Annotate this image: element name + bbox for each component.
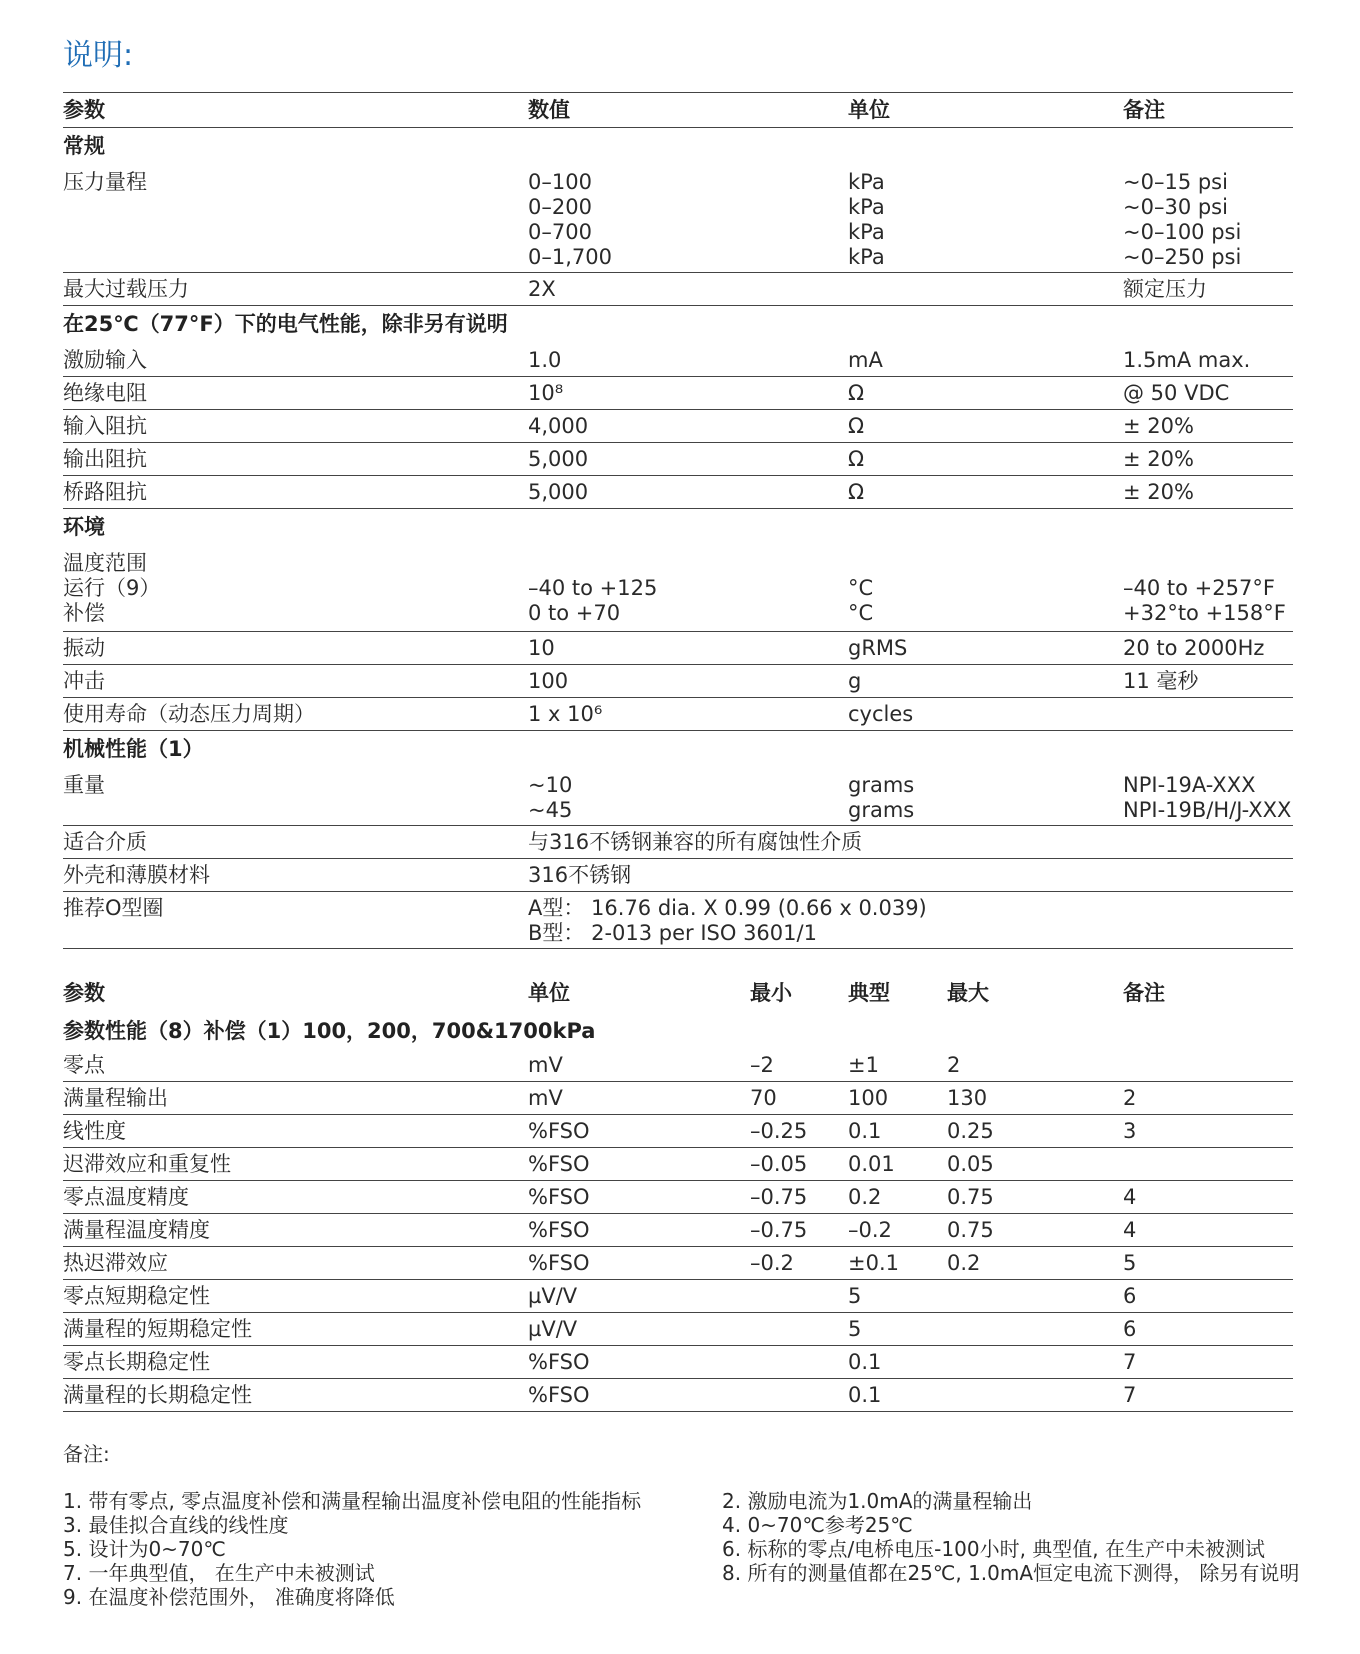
cell-d6: 6 (1123, 1284, 1137, 1308)
table-row (63, 1214, 1293, 1247)
table-row (63, 632, 1293, 665)
section-row (63, 1011, 1293, 1049)
cell-d4: 0.1 (848, 1350, 882, 1374)
cell-d6: 2 (1123, 1086, 1137, 1110)
note-item: 3. 最佳拟合直线的线性度 (63, 1513, 289, 1537)
header-cell: 单位 (848, 98, 890, 122)
cell-c4: 额定压力 (1123, 277, 1207, 301)
table-row (63, 1148, 1293, 1181)
cell-c2 (528, 170, 612, 270)
cell-c1: 迟滞效应和重复性 (63, 1152, 231, 1176)
table-row (63, 1346, 1293, 1379)
cell-c2 (528, 551, 657, 626)
performance-table (63, 975, 1293, 1412)
cell-line: 0–200 (528, 195, 592, 219)
cell-c1: 环境 (63, 515, 105, 539)
cell-d4: ±0.1 (848, 1251, 899, 1275)
cell-line: ~0–30 psi (1123, 195, 1228, 219)
cell-c1: 外壳和薄膜材料 (63, 863, 210, 887)
cell-d4: 5 (848, 1284, 862, 1308)
table-row (63, 476, 1293, 509)
table-row (63, 1049, 1293, 1082)
table-row (63, 1280, 1293, 1313)
cell-c1: 输入阻抗 (63, 414, 147, 438)
cell-d6: 4 (1123, 1185, 1137, 1209)
cell-line: –40 to +125 (528, 576, 658, 600)
cell-d5: 0.25 (947, 1119, 994, 1143)
cell-c3: g (848, 669, 862, 693)
table-row (63, 1115, 1293, 1148)
cell-c4 (1123, 551, 1286, 626)
section-row (63, 306, 1293, 344)
cell-d4: ±1 (848, 1053, 879, 1077)
note-item: 1. 带有零点, 零点温度补偿和满量程输出温度补偿电阻的性能指标 (63, 1489, 642, 1513)
cell-d4: 0.01 (848, 1152, 895, 1176)
cell-line: 0–1,700 (528, 245, 612, 269)
cell-c1: 适合介质 (63, 830, 147, 854)
cell-c2: 与316不锈钢兼容的所有腐蚀性介质 (528, 830, 863, 854)
cell-c1: 零点长期稳定性 (63, 1350, 210, 1374)
table-row (63, 344, 1293, 377)
table-row (63, 377, 1293, 410)
cell-d3: –0.05 (750, 1152, 808, 1176)
cell-line: 补偿 (63, 601, 105, 625)
page-title: 说明: (63, 38, 134, 73)
cell-line: 0–100 (528, 170, 592, 194)
cell-c4: ± 20% (1123, 414, 1194, 438)
cell-line: ~10 (528, 773, 573, 797)
cell-c1: 输出阻抗 (63, 447, 147, 471)
cell-c3: Ω (848, 381, 865, 405)
cell-d5: 0.75 (947, 1185, 994, 1209)
table-row (63, 1181, 1293, 1214)
cell-c1: 机械性能（1） (63, 737, 204, 761)
cell-line: B型： 2-013 per ISO 3601/1 (528, 921, 817, 945)
cell-line: 0 to +70 (528, 601, 621, 625)
cell-line: kPa (848, 245, 885, 269)
cell-line: grams (848, 773, 915, 797)
cell-c1: 振动 (63, 636, 105, 660)
cell-c4: @ 50 VDC (1123, 381, 1230, 405)
table-row (63, 826, 1293, 859)
cell-d2: %FSO (528, 1383, 590, 1407)
note-item: 8. 所有的测量值都在25℃, 1.0mA恒定电流下测得， 除另有说明 (722, 1561, 1300, 1585)
cell-c4 (1123, 170, 1241, 270)
cell-d4: 0.1 (848, 1383, 882, 1407)
cell-d2: %FSO (528, 1350, 590, 1374)
header-cell: 单位 (528, 981, 570, 1005)
cell-d4: 5 (848, 1317, 862, 1341)
section-title: 参数性能（8）补偿（1）100，200，700&1700kPa (63, 1019, 596, 1043)
cell-c2: 10 (528, 636, 555, 660)
cell-line: NPI-19B/H/J-XXX (1123, 798, 1292, 822)
cell-c1: 满量程的长期稳定性 (63, 1383, 252, 1407)
cell-c1: 激励输入 (63, 348, 147, 372)
cell-c1: 满量程输出 (63, 1086, 168, 1110)
cell-line: °C (848, 601, 874, 625)
cell-d3: –0.25 (750, 1119, 808, 1143)
cell-d5: 0.75 (947, 1218, 994, 1242)
cell-d3: –0.75 (750, 1185, 808, 1209)
table-row (63, 1379, 1293, 1412)
cell-c1: 桥路阻抗 (63, 480, 147, 504)
cell-d6: 4 (1123, 1218, 1137, 1242)
note-item: 2. 激励电流为1.0mA的满量程输出 (722, 1489, 1033, 1513)
cell-c3: Ω (848, 447, 865, 471)
cell-d5: 130 (947, 1086, 988, 1110)
cell-line: 0–700 (528, 220, 592, 244)
cell-d2: µV/V (528, 1284, 578, 1308)
cell-c2: 10⁸ (528, 381, 564, 405)
table-row (63, 698, 1293, 731)
cell-c1: 满量程的短期稳定性 (63, 1317, 252, 1341)
cell-line: ~0–250 psi (1123, 245, 1242, 269)
cell-c3 (848, 551, 873, 626)
cell-c1 (63, 551, 160, 626)
cell-line: kPa (848, 220, 885, 244)
cell-c2: 100 (528, 669, 569, 693)
cell-line: NPI-19A-XXX (1123, 773, 1256, 797)
section-row (63, 128, 1293, 166)
cell-d5: 0.05 (947, 1152, 994, 1176)
table-row (63, 166, 1293, 273)
cell-c2: 5,000 (528, 447, 589, 471)
cell-c2: 4,000 (528, 414, 589, 438)
cell-line (528, 551, 657, 576)
cell-d3: 70 (750, 1086, 777, 1110)
table-header-row (63, 93, 1293, 128)
cell-d5: 2 (947, 1053, 961, 1077)
section-row (63, 731, 1293, 769)
cell-c1: 零点温度精度 (63, 1185, 189, 1209)
cell-line: 温度范围 (63, 551, 147, 575)
cell-d6: 7 (1123, 1383, 1137, 1407)
table-row (63, 410, 1293, 443)
cell-d3: –0.75 (750, 1218, 808, 1242)
cell-d2: %FSO (528, 1218, 590, 1242)
cell-d4: 0.1 (848, 1119, 882, 1143)
table-row (63, 1313, 1293, 1346)
cell-c2 (528, 773, 572, 823)
cell-d6: 3 (1123, 1119, 1137, 1143)
cell-line: ~45 (528, 798, 573, 822)
cell-line: °C (848, 576, 874, 600)
cell-line: +32°to +158°F (1123, 601, 1286, 625)
header-cell: 参数 (63, 981, 105, 1005)
cell-c4: ± 20% (1123, 480, 1194, 504)
cell-c2 (528, 896, 927, 946)
cell-c4: 20 to 2000Hz (1123, 636, 1265, 660)
cell-line: kPa (848, 170, 885, 194)
table-row (63, 1247, 1293, 1280)
cell-c2: 2X (528, 277, 556, 301)
table-row (63, 859, 1293, 892)
cell-c4: 1.5mA max. (1123, 348, 1251, 372)
cell-c3: gRMS (848, 636, 908, 660)
cell-c1: 满量程温度精度 (63, 1218, 210, 1242)
cell-c1: 在25℃（77°F）下的电气性能，除非另有说明 (63, 312, 508, 336)
header-cell: 备注 (1123, 981, 1165, 1005)
section-row (63, 509, 1293, 547)
cell-c1: 重量 (63, 773, 105, 797)
cell-d4: 100 (848, 1086, 889, 1110)
cell-line: ~0–100 psi (1123, 220, 1242, 244)
header-cell: 典型 (848, 981, 890, 1005)
cell-d6: 6 (1123, 1317, 1137, 1341)
cell-d4: –0.2 (848, 1218, 892, 1242)
cell-d6: 7 (1123, 1350, 1137, 1374)
cell-d2: %FSO (528, 1119, 590, 1143)
header-cell: 参数 (63, 98, 105, 122)
table-row (63, 547, 1293, 632)
spec-table (63, 93, 1293, 949)
cell-c1: 零点短期稳定性 (63, 1284, 210, 1308)
table2-header-row (63, 975, 1293, 1011)
cell-d3: –2 (750, 1053, 774, 1077)
cell-d6: 5 (1123, 1251, 1137, 1275)
table-row (63, 892, 1293, 949)
cell-c1: 线性度 (63, 1119, 126, 1143)
note-item: 5. 设计为0~70℃ (63, 1537, 226, 1561)
cell-c1: 压力量程 (63, 170, 147, 194)
cell-c3 (848, 773, 914, 823)
cell-c4 (1123, 773, 1291, 823)
cell-c2: 5,000 (528, 480, 589, 504)
cell-c2: 1 x 10⁶ (528, 702, 603, 726)
table-row (63, 273, 1293, 306)
table-row (63, 443, 1293, 476)
header-cell: 数值 (528, 98, 570, 122)
cell-c3: cycles (848, 702, 914, 726)
cell-c1: 冲击 (63, 669, 105, 693)
notes-title: 备注: (63, 1442, 110, 1466)
cell-c1: 热迟滞效应 (63, 1251, 168, 1275)
cell-c3: Ω (848, 414, 865, 438)
cell-d2: %FSO (528, 1185, 590, 1209)
cell-d4: 0.2 (848, 1185, 882, 1209)
cell-c1: 推荐O型圈 (63, 896, 164, 920)
cell-line: A型： 16.76 dia. X 0.99 (0.66 x 0.039) (528, 896, 927, 920)
note-item: 7. 一年典型值， 在生产中未被测试 (63, 1561, 375, 1585)
cell-line (1123, 551, 1286, 576)
table-row (63, 665, 1293, 698)
note-item: 9. 在温度补偿范围外， 准确度将降低 (63, 1585, 395, 1609)
cell-c3: mA (848, 348, 883, 372)
cell-c3: Ω (848, 480, 865, 504)
cell-c2: 316不锈钢 (528, 863, 632, 887)
cell-c1: 绝缘电阻 (63, 381, 147, 405)
note-item: 4. 0~70℃参考25℃ (722, 1513, 913, 1537)
cell-c1: 最大过载压力 (63, 277, 189, 301)
table-row (63, 769, 1293, 826)
cell-line: 运行（9） (63, 576, 161, 600)
cell-d2: %FSO (528, 1251, 590, 1275)
cell-c4: ± 20% (1123, 447, 1194, 471)
cell-c3 (848, 170, 885, 270)
cell-d5: 0.2 (947, 1251, 981, 1275)
cell-c2: 1.0 (528, 348, 562, 372)
cell-c1: 使用寿命（动态压力周期） (63, 702, 315, 726)
cell-c4: 11 毫秒 (1123, 669, 1199, 693)
cell-d2: mV (528, 1053, 563, 1077)
cell-line: kPa (848, 195, 885, 219)
cell-line: –40 to +257°F (1123, 576, 1275, 600)
cell-line: grams (848, 798, 915, 822)
cell-line (848, 551, 873, 576)
cell-d2: mV (528, 1086, 563, 1110)
note-item: 6. 标称的零点/电桥电压-100小时, 典型值, 在生产中未被测试 (722, 1537, 1265, 1561)
cell-c1: 常规 (63, 134, 105, 158)
cell-d3: –0.2 (750, 1251, 794, 1275)
cell-d2: µV/V (528, 1317, 578, 1341)
cell-line: ~0–15 psi (1123, 170, 1228, 194)
cell-c1: 零点 (63, 1053, 105, 1077)
table-row (63, 1082, 1293, 1115)
header-cell: 备注 (1123, 98, 1165, 122)
header-cell: 最小 (750, 981, 792, 1005)
header-cell: 最大 (947, 981, 989, 1005)
cell-d2: %FSO (528, 1152, 590, 1176)
